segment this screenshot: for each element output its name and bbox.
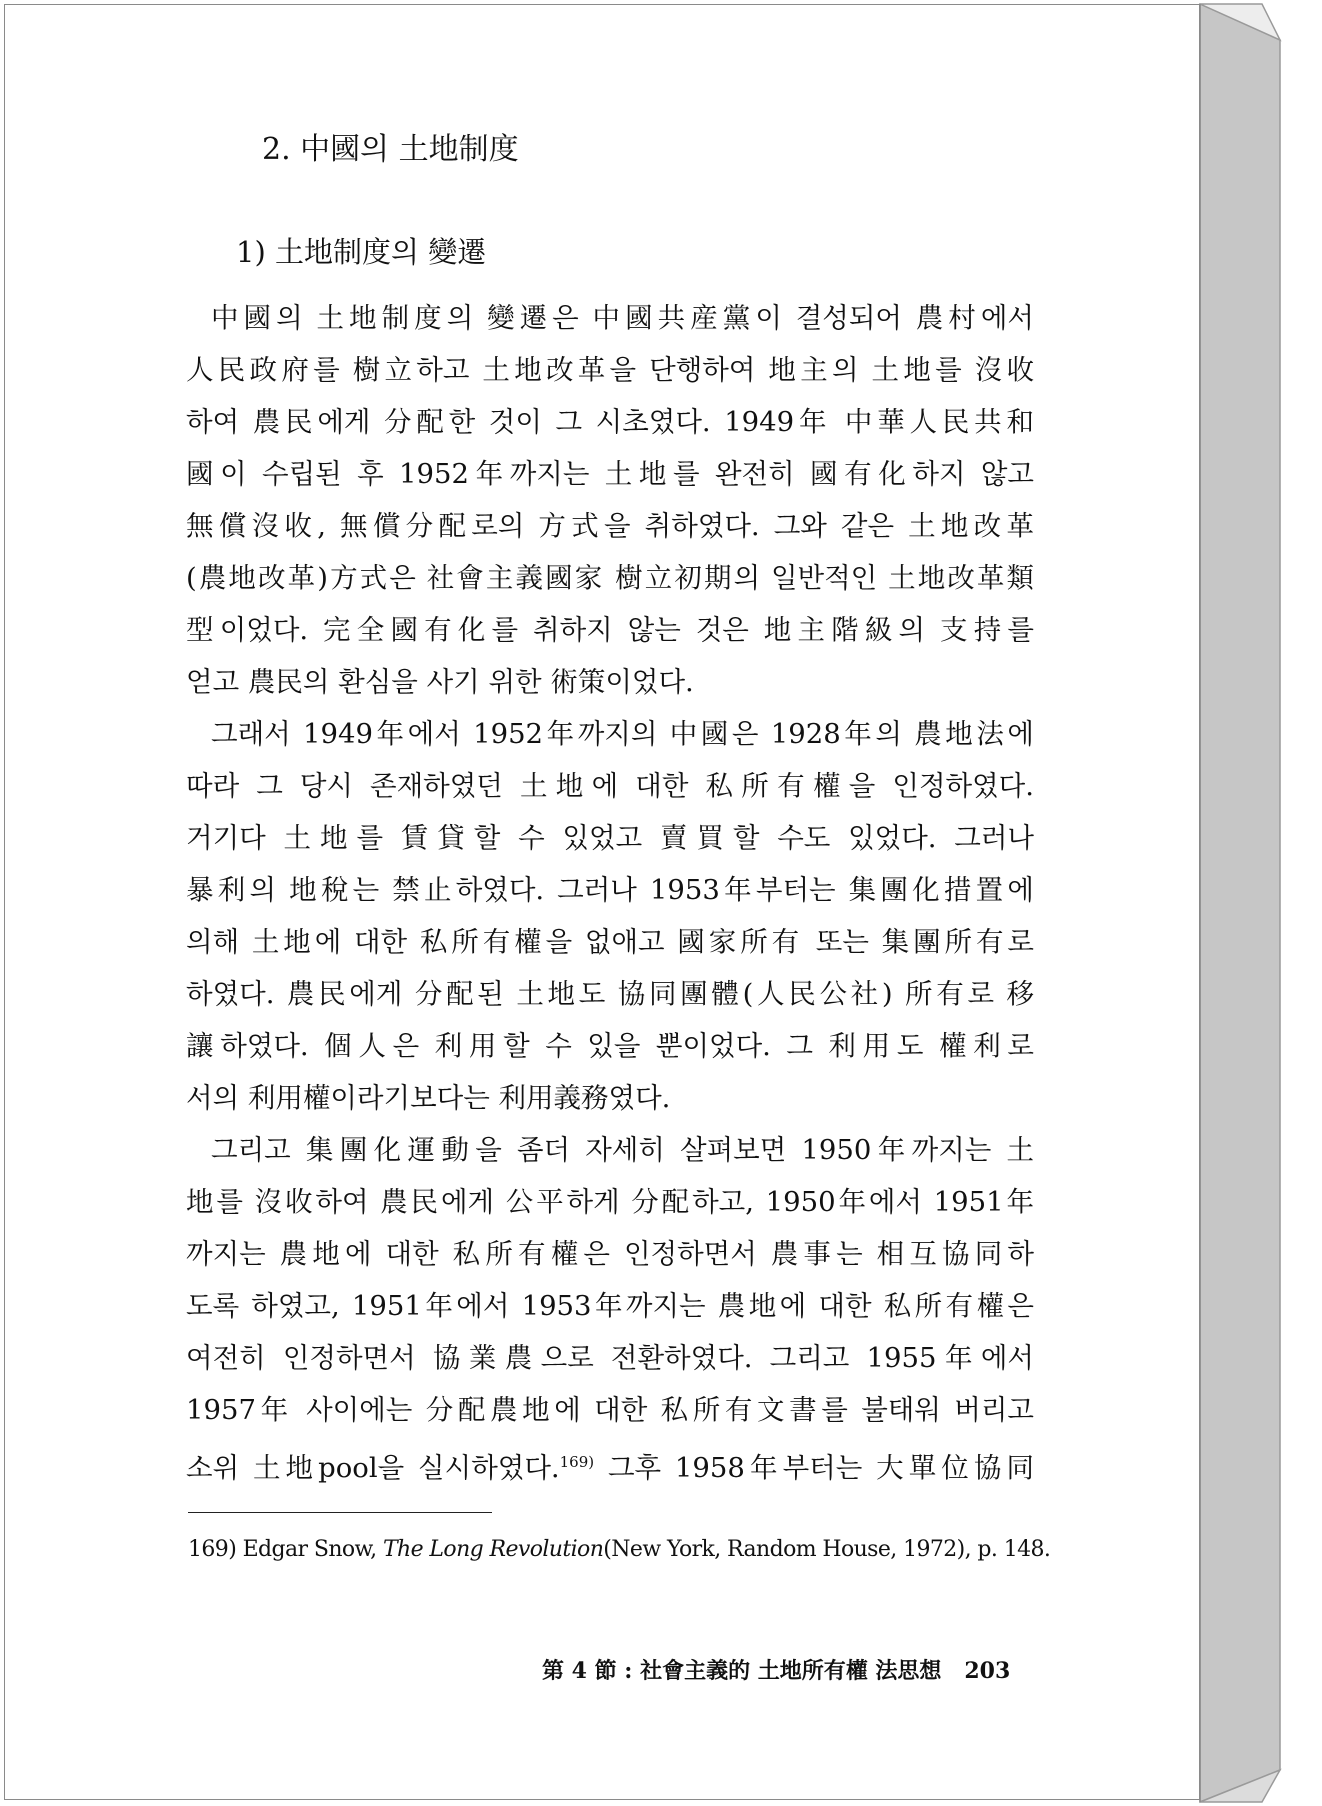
section-heading: 2. 中國의 土地制度 [262, 132, 519, 167]
running-footer [542, 1654, 1010, 1685]
body-line-text: 그후 1958年부터는 大單位協同 [594, 1452, 1034, 1485]
body-line: 거기다 土地를 賃貸할 수 있었고 賣買할 수도 있었다. 그러나 [186, 822, 1034, 854]
body-line: 얻고 農民의 환심을 사기 위한 術策이었다. [186, 666, 694, 698]
body-line: 그리고 集團化運動을 좀더 자세히 살펴보면 1950年까지는 土 [211, 1134, 1034, 1166]
page-number: 203 [964, 1658, 1011, 1684]
footnote-marker: 169) [559, 1453, 595, 1471]
body-line: 하였다. 農民에게 分配된 土地도 協同團體(人民公社) 所有로 移 [186, 978, 1034, 1010]
subsection-heading: 1) 土地制度의 變遷 [236, 235, 487, 269]
body-line: 中國의 土地制度의 變遷은 中國共産黨이 결성되어 農村에서 [211, 302, 1034, 334]
body-line: 여전히 인정하면서 協業農으로 전환하였다. 그리고 1955年에서 [186, 1342, 1034, 1374]
body-line: 의해 土地에 대한 私所有權을 없애고 國家所有 또는 集團所有로 [186, 926, 1034, 958]
body-line: 讓하였다. 個人은 利用할 수 있을 뿐이었다. 그 利用도 權利로 [186, 1030, 1034, 1062]
body-line-text: 소위 土地pool을 실시하였다. [186, 1452, 560, 1485]
body-line: 暴利의 地稅는 禁止하였다. 그러나 1953年부터는 集團化措置에 [186, 874, 1034, 906]
footnote-author: Edgar Snow, [242, 1537, 377, 1562]
body-line: 까지는 農地에 대한 私所有權은 인정하면서 農事는 相互協同하 [186, 1238, 1034, 1270]
footnote-divider [188, 1512, 492, 1513]
body-line: 서의 利用權이라기보다는 利用義務였다. [186, 1082, 671, 1114]
footnote-number: 169) [188, 1537, 237, 1562]
body-line: 따라 그 당시 존재하였던 土地에 대한 私所有權을 인정하였다. [186, 770, 1034, 802]
body-line: 無償沒收, 無償分配로의 方式을 취하였다. 그와 같은 土地改革 [186, 510, 1034, 542]
footnote [188, 1537, 1050, 1562]
footnote-title: The Long Revolution [382, 1537, 604, 1562]
body-line: 人民政府를 樹立하고 土地改革을 단행하여 地主의 土地를 沒收 [186, 354, 1034, 386]
body-line: 하여 農民에게 分配한 것이 그 시초였다. 1949年 中華人民共和 [186, 406, 1034, 438]
body-line: 도록 하였고, 1951年에서 1953年까지는 農地에 대한 私所有權은 [186, 1290, 1034, 1322]
running-footer-section: 第 4 節 : 社會主義的 土地所有權 法思想 [542, 1658, 942, 1684]
body-line: 型이었다. 完全國有化를 취하지 않는 것은 地主階級의 支持를 [186, 614, 1034, 646]
footnote-publication: (New York, Random House, 1972), p. 148. [603, 1537, 1051, 1562]
body-line: 1957年 사이에는 分配農地에 대한 私所有文書를 불태워 버리고 [186, 1394, 1034, 1426]
body-line [186, 1442, 1034, 1485]
body-line: 國이 수립된 후 1952年까지는 土地를 완전히 國有化하지 않고 [186, 458, 1034, 490]
body-line: 地를 沒收하여 農民에게 公平하게 分配하고, 1950年에서 1951年 [186, 1186, 1034, 1218]
body-line: (農地改革)方式은 社會主義國家 樹立初期의 일반적인 土地改革類 [186, 562, 1034, 594]
body-line: 그래서 1949年에서 1952年까지의 中國은 1928年의 農地法에 [211, 718, 1034, 750]
